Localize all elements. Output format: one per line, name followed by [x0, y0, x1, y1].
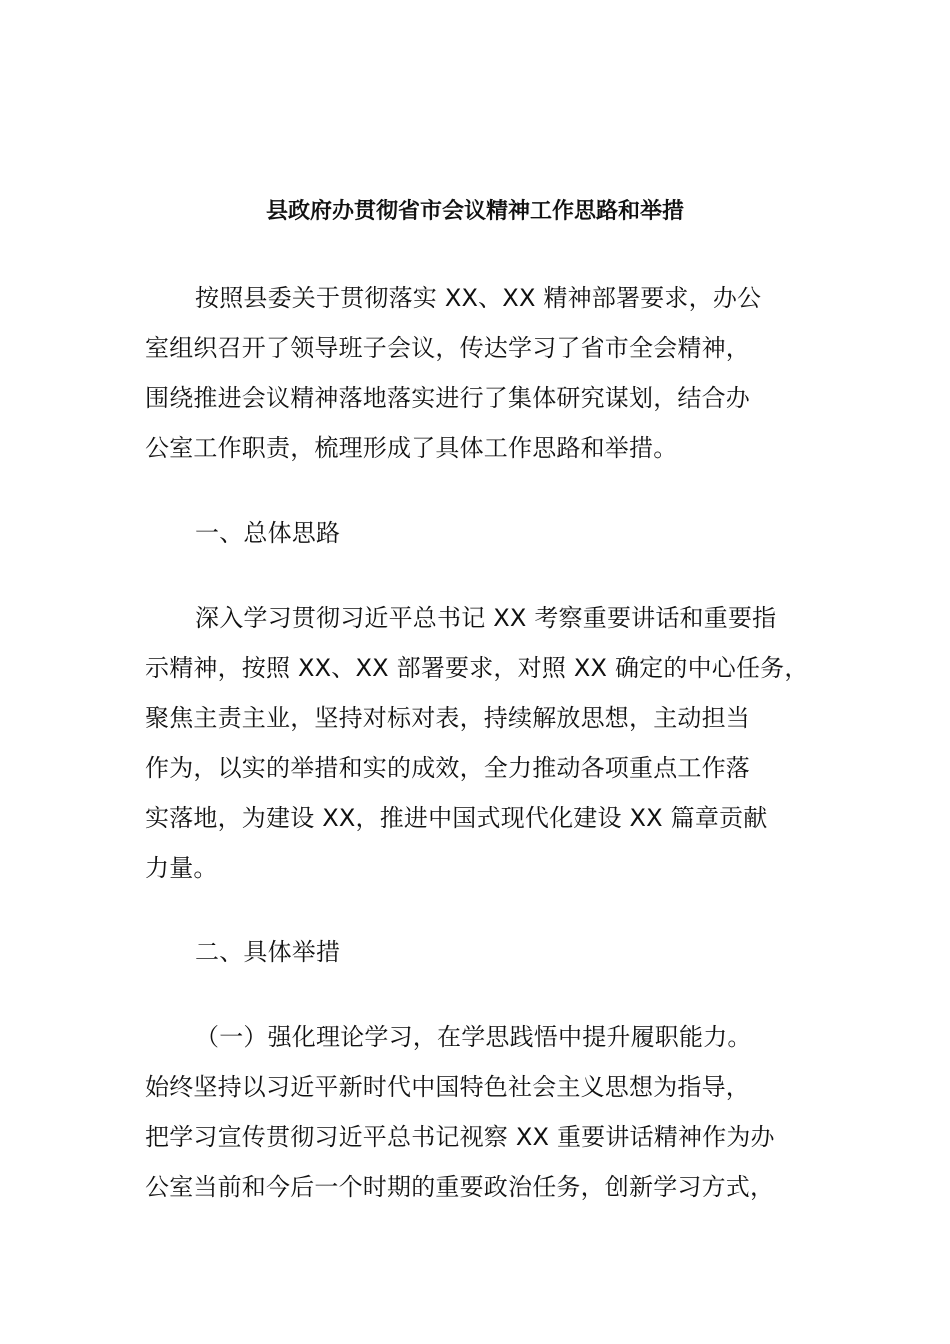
section1-heading: 一、总体思路 [195, 519, 341, 547]
section2-line-2: 始终坚持以习近平新时代中国特色社会主义思想为指导， [145, 1073, 750, 1101]
section2-line-3: 把学习宣传贯彻习近平总书记视察 XX 重要讲话精神作为办 [145, 1123, 775, 1151]
intro-line-3: 围绕推进会议精神落地落实进行了集体研究谋划，结合办 [145, 384, 750, 412]
section1-line-1: 深入学习贯彻习近平总书记 XX 考察重要讲话和重要指 [195, 604, 777, 632]
intro-line-4: 公室工作职责，梳理形成了具体工作思路和举措。 [145, 434, 678, 462]
section1-line-6: 力量。 [145, 854, 218, 882]
section1-line-3: 聚焦主责主业，坚持对标对表，持续解放思想，主动担当 [145, 704, 750, 732]
intro-line-2: 室组织召开了领导班子会议，传达学习了省市全会精神， [145, 334, 750, 362]
section2-line-4: 公室当前和今后一个时期的重要政治任务，创新学习方式， [145, 1173, 775, 1201]
section1-line-5: 实落地，为建设 XX，推进中国式现代化建设 XX 篇章贡献 [145, 804, 768, 832]
document-title: 县政府办贯彻省市会议精神工作思路和举措 [265, 199, 684, 224]
intro-line-1: 按照县委关于贯彻落实 XX、XX 精神部署要求，办公 [195, 284, 762, 312]
section2-heading: 二、具体举措 [195, 938, 341, 966]
section1-line-4: 作为，以实的举措和实的成效，全力推动各项重点工作落 [145, 754, 750, 782]
section1-line-2: 示精神，按照 XX、XX 部署要求，对照 XX 确定的中心任务， [145, 654, 809, 682]
section2-line-1: （一）强化理论学习，在学思践悟中提升履职能力。 [195, 1023, 752, 1051]
